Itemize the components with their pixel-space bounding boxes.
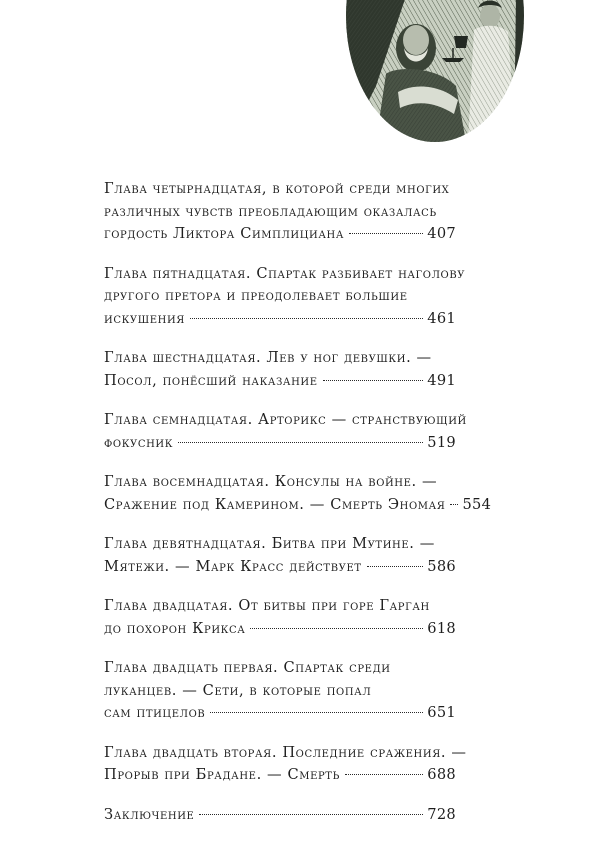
toc-entry-conclusion[interactable] [104, 804, 456, 827]
entry-title-line: Глава двадцать вторая. Последние сражения. — [104, 743, 467, 761]
entry-title-line: другого претора и преодолевает большие [104, 287, 408, 304]
entry-title-line: Сражение под Камерином. — Смерть Эномая [104, 495, 446, 513]
entry-title-line: Глава пятнадцатая. Спартак разбивает наголову [104, 264, 466, 282]
toc-entry[interactable] [104, 409, 467, 454]
entry-title-line: фокусник [104, 433, 174, 451]
toc-entry[interactable] [104, 742, 467, 787]
toc-entry[interactable] [104, 178, 456, 246]
page-number: 491 [427, 371, 456, 389]
entry-title-line: искушения [104, 309, 185, 327]
toc-entry[interactable] [104, 657, 456, 725]
entry-title-line: Глава четырнадцатая, в которой среди многих [104, 180, 450, 197]
dot-leader [210, 712, 423, 713]
toc-entry[interactable] [104, 533, 456, 578]
entry-title-line: Глава двадцатая. От битвы при горе Гарган [104, 597, 430, 614]
entry-title-line: Глава восемнадцатая. Консулы на войне. — [104, 473, 438, 490]
toc-entry[interactable] [104, 471, 492, 516]
entry-title-line: луканцев. — Сети, в которые попал [104, 681, 372, 699]
dot-leader [190, 318, 423, 319]
dot-leader [349, 233, 423, 234]
entry-title-line: сам птицелов [104, 704, 206, 721]
dot-leader [199, 814, 423, 815]
page-number: 519 [427, 433, 456, 451]
page-number: 688 [427, 766, 456, 783]
dot-leader [178, 442, 423, 443]
dot-leader [323, 380, 424, 381]
dot-leader [450, 504, 458, 505]
page-number: 407 [427, 225, 456, 242]
entry-title-line: Глава двадцать первая. Спартак среди [104, 659, 391, 676]
entry-title-line: Заключение [104, 805, 195, 823]
entry-title-line: Мятежи. — Марк Красс действует [104, 557, 362, 575]
entry-title-line: гордость Ликтора Симплициана [104, 225, 345, 242]
entry-title-line: Глава шестнадцатая. Лев у ног девушки. — [104, 349, 432, 366]
page-number: 461 [427, 309, 456, 327]
page-number: 586 [427, 557, 456, 575]
entry-title-line: Посол, понёсший наказание [104, 371, 318, 389]
page-number: 618 [427, 619, 456, 637]
entry-title-line: до похорон Крикса [104, 619, 246, 637]
dot-leader [345, 774, 423, 775]
dot-leader [250, 628, 423, 629]
dot-leader [367, 566, 424, 567]
toc-entry[interactable] [104, 595, 456, 640]
entry-title-line: Глава девятнадцатая. Битва при Мутине. — [104, 535, 435, 552]
toc-entry[interactable] [104, 347, 456, 392]
engraving-icon [346, 0, 524, 142]
entry-title-line: Прорыв при Брадане. — Смерть [104, 766, 340, 783]
table-of-contents [104, 178, 492, 843]
engraving-illustration [346, 0, 524, 142]
entry-title-line: Глава семнадцатая. Арторикс — странствующий [104, 411, 467, 428]
page-number: 651 [427, 704, 456, 721]
entry-title-line: различных чувств преобладающим оказалась [104, 202, 437, 220]
page-number: 554 [462, 495, 492, 513]
page-number: 728 [427, 805, 456, 823]
toc-entry[interactable] [104, 263, 466, 331]
